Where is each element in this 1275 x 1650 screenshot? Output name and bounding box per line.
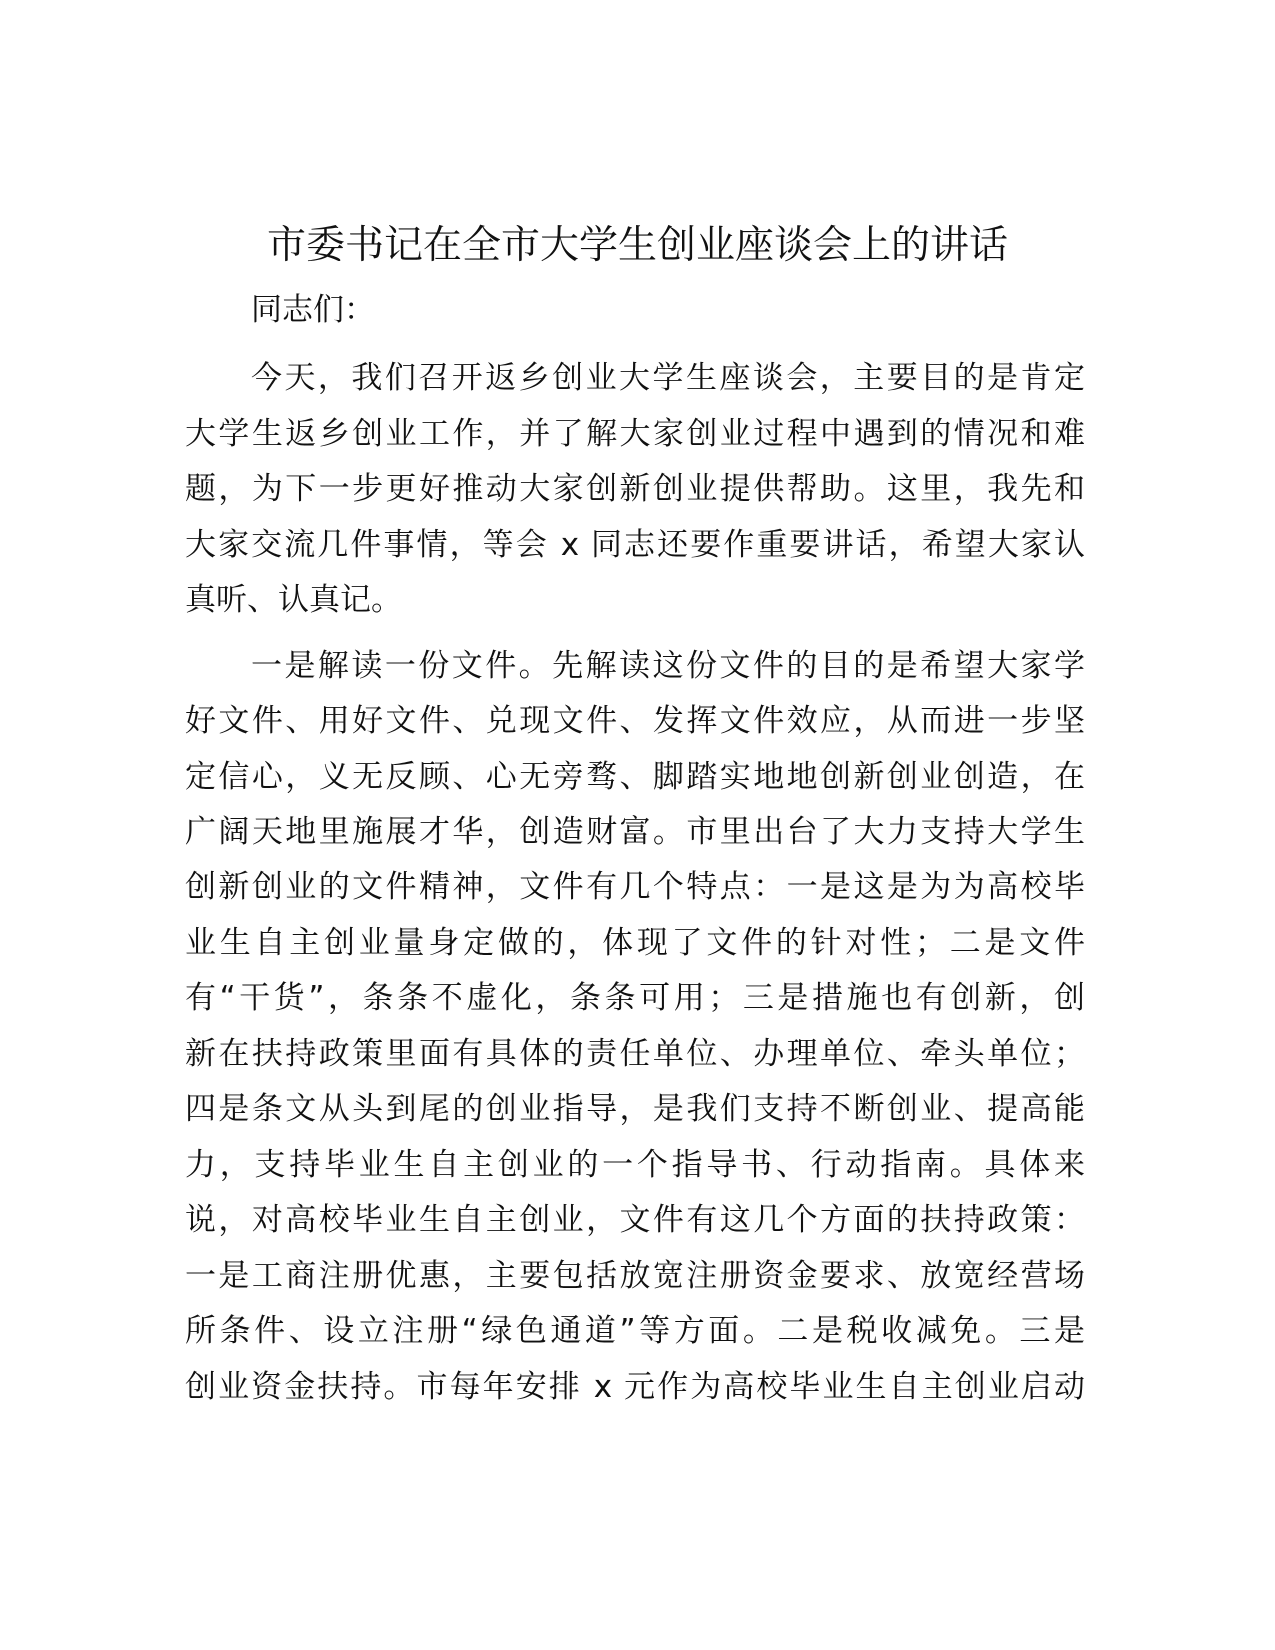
paragraph-line: 所条件、设立注册“绿色通道”等方面。二是税收减免。三是 [185,1313,1085,1349]
document-title: 市委书记在全市大学生创业座谈会上的讲话 [266,223,1008,268]
paragraph-line: 题，为下一步更好推动大家创新创业提供帮助。这里，我先和 [185,471,1085,507]
salutation: 同志们： [251,292,375,328]
paragraph-line: 一是解读一份文件。先解读这份文件的目的是希望大家学 [251,648,1085,684]
paragraph-line: 今天，我们召开返乡创业大学生座谈会，主要目的是肯定 [251,360,1085,396]
paragraph-line: 定信心，义无反顾、心无旁骛、脚踏实地地创新创业创造，在 [185,759,1085,795]
paragraph-line: 力，支持毕业生自主创业的一个指导书、行动指南。具体来 [185,1147,1085,1183]
paragraph-line: 大家交流几件事情，等会 x 同志还要作重要讲话，希望大家认 [185,527,1085,563]
paragraph-line: 一是工商注册优惠，主要包括放宽注册资金要求、放宽经营场 [185,1258,1085,1294]
paragraph-line: 四是条文从头到尾的创业指导，是我们支持不断创业、提高能 [185,1091,1085,1127]
paragraph-line: 说，对高校毕业生自主创业，文件有这几个方面的扶持政策： [185,1202,1085,1238]
paragraph-line: 广阔天地里施展才华，创造财富。市里出台了大力支持大学生 [185,814,1085,850]
paragraph-line: 大学生返乡创业工作，并了解大家创业过程中遇到的情况和难 [185,416,1085,452]
paragraph-line: 真听、认真记。 [185,582,402,618]
paragraph-line: 业生自主创业量身定做的，体现了文件的针对性；二是文件 [185,925,1085,961]
paragraph-line: 创新创业的文件精神，文件有几个特点：一是这是为为高校毕 [185,869,1085,905]
paragraph-line: 有“干货”，条条不虚化，条条可用；三是措施也有创新，创 [185,980,1085,1016]
paragraph-line: 好文件、用好文件、兑现文件、发挥文件效应，从而进一步坚 [185,703,1085,739]
paragraph-line: 新在扶持政策里面有具体的责任单位、办理单位、牵头单位； [185,1036,1085,1072]
paragraph-line: 创业资金扶持。市每年安排 x 元作为高校毕业生自主创业启动 [185,1369,1085,1405]
